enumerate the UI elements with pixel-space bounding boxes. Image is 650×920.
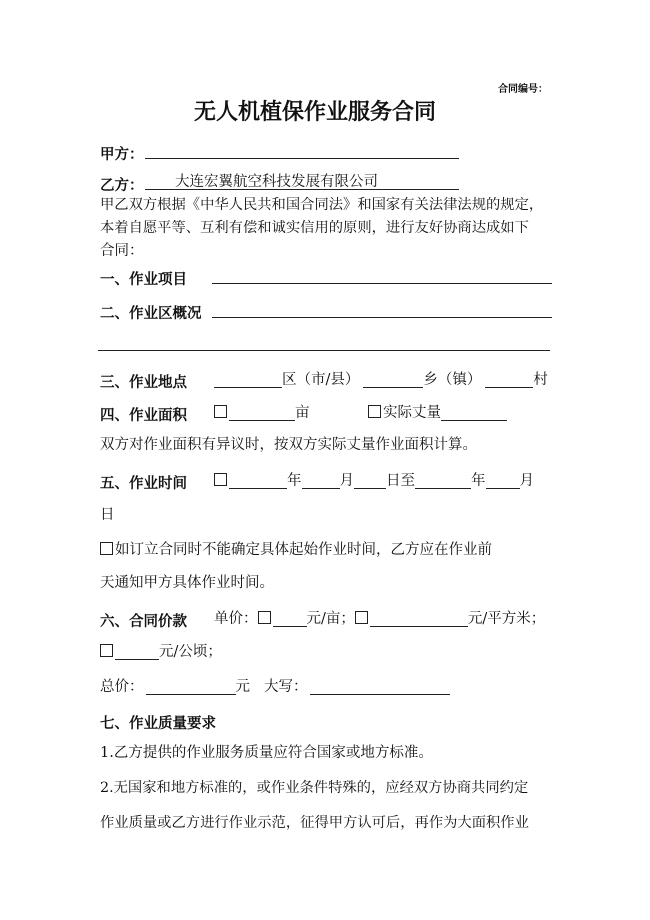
party-a-label: 甲方：	[100, 147, 144, 163]
intro-line-3: 合同：	[100, 243, 144, 259]
section-2-label: 二、作业区概况	[100, 306, 202, 322]
per-sqm-checkbox[interactable]	[355, 611, 368, 624]
section-5-note-2: 天通知甲方具体作业时间。	[100, 575, 274, 591]
section-3-label: 三、作业地点	[100, 375, 187, 391]
party-b-blank	[145, 189, 459, 190]
uncertain-time-text: 如订立合同时不能确定具体起始作业时间，乙方应在作业前	[115, 542, 492, 558]
district-label: 区（市/县）	[282, 372, 360, 388]
section-6-prices	[214, 610, 545, 627]
village-blank	[485, 371, 533, 388]
section-5-label: 五、作业时间	[100, 476, 187, 492]
township-label: 乡（镇）	[423, 372, 482, 388]
total-yuan-label: 元	[235, 679, 250, 695]
end-month-label: 月	[519, 473, 534, 489]
section-5-note-1	[100, 542, 492, 558]
section-6-per-ha	[100, 643, 222, 660]
section-7-item-1: 1.乙方提供的作业服务质量应符合国家或地方标准。	[100, 745, 433, 761]
section-1-blank	[212, 283, 552, 284]
total-blank	[146, 678, 236, 695]
actual-measure-blank	[441, 404, 507, 421]
section-4-actual	[368, 404, 507, 421]
per-mu-checkbox[interactable]	[258, 611, 271, 624]
village-label: 村	[533, 372, 548, 388]
per-ha-label: 元/公顷；	[159, 644, 222, 660]
party-a-blank	[145, 158, 459, 159]
work-time-checkbox[interactable]	[214, 473, 227, 486]
intro-line-1: 甲乙双方根据《中华人民共和国合同法》和国家有关法律法规的规定，	[100, 197, 544, 213]
section-2-blank-2	[98, 350, 550, 351]
mu-blank	[229, 404, 295, 421]
end-day-label: 日	[100, 507, 115, 523]
actual-measure-label: 实际丈量	[383, 405, 441, 421]
per-ha-blank	[115, 643, 159, 660]
end-year-label: 年	[471, 473, 486, 489]
end-month-blank	[486, 472, 520, 489]
per-sqm-label: 元/平方米；	[467, 611, 546, 627]
section-2-blank	[212, 317, 552, 318]
capital-blank	[310, 678, 450, 695]
section-4-label: 四、作业面积	[100, 408, 187, 424]
section-5-dates	[214, 472, 534, 489]
uncertain-time-checkbox[interactable]	[100, 542, 113, 555]
per-mu-blank	[273, 610, 307, 627]
section-6-total	[100, 678, 450, 695]
party-b-value: 大连宏翼航空科技发展有限公司	[175, 174, 378, 190]
section-7-label: 七、作业质量要求	[100, 716, 216, 732]
mu-checkbox[interactable]	[214, 405, 227, 418]
start-month-label: 月	[339, 473, 354, 489]
section-4-area	[214, 404, 310, 421]
section-4-note: 双方对作业面积有异议时，按双方实际丈量作业面积计算。	[100, 437, 477, 453]
contract-number-label: 合同编号：	[498, 84, 548, 95]
unit-price-label: 单价：	[214, 611, 258, 627]
section-3-location	[214, 371, 548, 388]
district-blank	[214, 371, 282, 388]
per-mu-label: 元/亩；	[306, 611, 355, 627]
start-day-blank	[354, 472, 386, 489]
start-month-blank	[302, 472, 340, 489]
start-year-label: 年	[287, 473, 302, 489]
per-sqm-blank	[370, 610, 468, 627]
township-blank	[363, 371, 423, 388]
page-title: 无人机植保作业服务合同	[194, 100, 437, 125]
section-6-label: 六、合同价款	[100, 614, 187, 630]
actual-measure-checkbox[interactable]	[368, 405, 381, 418]
mu-label: 亩	[295, 405, 310, 421]
section-7-item-2-line-1: 2.无国家和地方标准的，或作业条件特殊的，应经双方协商共同约定	[100, 780, 529, 796]
capital-label: 大写：	[264, 679, 308, 695]
start-year-blank	[229, 472, 287, 489]
party-b-label: 乙方：	[100, 178, 144, 194]
intro-line-2: 本着自愿平等、互利有偿和诚实信用的原则，进行友好协商达成如下	[100, 220, 529, 236]
total-label: 总价：	[100, 679, 144, 695]
end-year-blank	[415, 472, 471, 489]
section-1-label: 一、作业项目	[100, 272, 187, 288]
day-to-label: 日至	[386, 473, 415, 489]
per-ha-checkbox[interactable]	[100, 644, 113, 657]
section-7-item-2-line-2: 作业质量或乙方进行作业示范，征得甲方认可后，再作为大面积作业	[100, 815, 529, 831]
